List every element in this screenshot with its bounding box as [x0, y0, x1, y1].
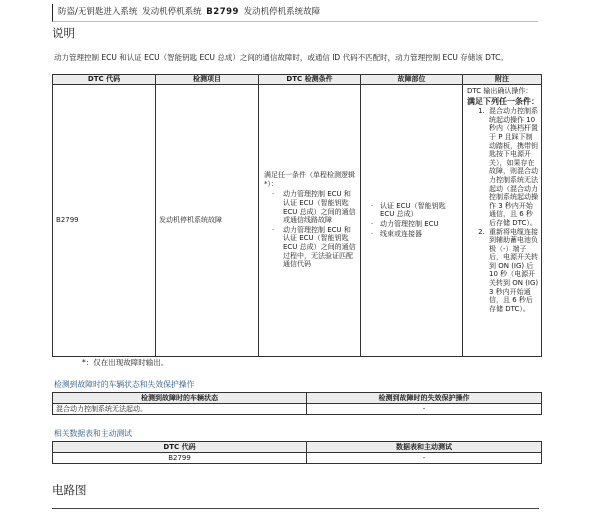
- circuit-diagram-heading: 电路图: [52, 483, 87, 497]
- header-detection-item: 检测项目: [156, 75, 259, 85]
- notes-title: DTC 输出确认操作：: [467, 87, 533, 95]
- header-failsafe-operation: 检测到故障时的失效保护操作: [307, 393, 542, 404]
- description-heading: 说明: [52, 26, 75, 40]
- breadcrumb-title: 发动机停机系统故障: [243, 7, 321, 17]
- header-data-list: 数据表和主动测试: [307, 442, 542, 453]
- breadcrumb-dtc-code: B2799: [206, 7, 239, 17]
- detection-condition-cell: [259, 85, 361, 357]
- notes-subtitle: 满足下列任一条件：: [467, 96, 539, 106]
- header-dtc-code: DTC 代码: [53, 75, 156, 85]
- failsafe-heading: 检测到故障时的车辆状态和失效保护操作: [54, 380, 195, 389]
- header-vehicle-state: 检测到故障时的车辆状态: [53, 393, 307, 404]
- header-detection-condition: DTC 检测条件: [259, 75, 361, 85]
- list-item: · 认证 ECU（智能钥匙 ECU 总成）: [369, 202, 459, 219]
- detection-item-cell: 发动机停机系统故障: [156, 85, 259, 357]
- table-row: [53, 453, 542, 464]
- header-note: 附注: [463, 75, 542, 85]
- table-row: [53, 85, 542, 357]
- list-item: · 动力管理控制 ECU 和认证 ECU（智能钥匙 ECU 总成）之间的通信过程中，无法验证匹配通信代码: [264, 226, 357, 269]
- dtc-code-cell: B2799: [53, 453, 307, 464]
- condition-intro: 满足任一条件（单程检测逻辑*）：: [264, 171, 355, 188]
- breadcrumb-subsystem: 发动机停机系统: [142, 7, 202, 17]
- trouble-area-list: [369, 202, 459, 238]
- header-trouble-area: 故障部位: [361, 75, 463, 85]
- dtc-code-cell: B2799: [53, 85, 156, 357]
- list-item: · 动力管理控制 ECU: [369, 220, 459, 229]
- data-list-table: [52, 441, 542, 464]
- table-row: [53, 404, 542, 415]
- failsafe-operation-cell: -: [307, 404, 542, 415]
- data-list-cell: -: [307, 453, 542, 464]
- note-cell: [463, 85, 542, 357]
- data-list-heading: 相关数据表和主动测试: [54, 429, 132, 438]
- divider: [52, 508, 539, 509]
- breadcrumb-system: 防盗/无钥匙进入系统: [58, 7, 138, 17]
- condition-list: [264, 190, 357, 268]
- notes-list: [467, 107, 539, 313]
- dtc-table-header-row: [53, 75, 542, 85]
- footnote: *：仅在出现故障时输出。: [82, 358, 169, 367]
- failsafe-table: [52, 392, 542, 415]
- trouble-area-cell: [361, 85, 463, 357]
- data-list-header-row: [53, 442, 542, 453]
- dtc-table: [52, 74, 542, 357]
- list-item: · 线束或连接器: [369, 230, 459, 239]
- list-item: · 动力管理控制 ECU 和认证 ECU（智能钥匙 ECU 总成）之间的通信或通信线路故障: [264, 190, 357, 224]
- description-text: 动力管理控制 ECU 和认证 ECU（智能钥匙 ECU 总成）之间的通信故障时，或通信 ID 代码不匹配时，动力管理控制 ECU 存储该 DTC。: [54, 53, 508, 62]
- breadcrumb: [52, 4, 538, 22]
- list-item: 1. 混合动力控制系统起动操作 10 秒内（换档杆置于 P 且踩下制动踏板，携带钥匙按下电源开关），如果存在故障，则混合动力控制系统无法起动（混合动力控制系统起动操作 3 秒内开始通信，且 6 秒后存储 DTC）。: [487, 107, 539, 227]
- list-item: 2. 重新将电缆连接到辅助蓄电池负极（-）端子后，电源开关转到 ON (IG) 后 10 秒（电源开关转到 ON (IG) 3 秒内开始通信，且 6 秒后存储 DTC）。: [487, 228, 539, 314]
- vehicle-state-cell: 混合动力控制系统无法起动。: [53, 404, 307, 415]
- failsafe-header-row: [53, 393, 542, 404]
- header-dtc-code: DTC 代码: [53, 442, 307, 453]
